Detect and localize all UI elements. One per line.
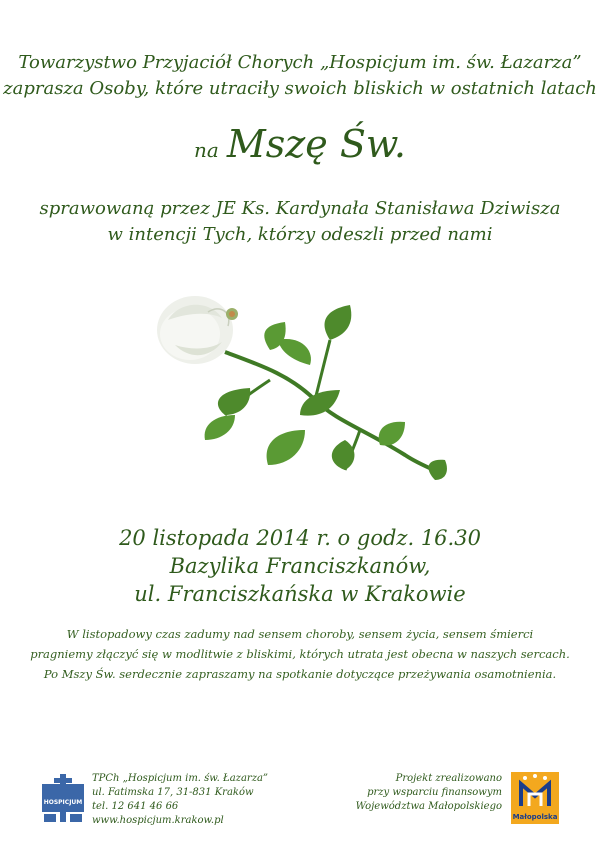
malopolska-emblem-icon bbox=[511, 772, 559, 812]
invitation-paragraph bbox=[0, 624, 600, 684]
intro-line-2: zaprasza Osoby, które utraciły swoich bliskich w ostatnich latach bbox=[3, 78, 597, 99]
org-phone: tel. 12 641 46 66 bbox=[92, 801, 179, 812]
body-line-1: W listopadowy czas zadumy nad sensem choroby, sensem życia, sensem śmierci bbox=[66, 627, 534, 641]
org-name: TPCh „Hospicjum im. św. Łazarza” bbox=[92, 773, 269, 784]
title-main: Mszę Św. bbox=[226, 122, 406, 166]
org-street: ul. Fatimska 17, 31-831 Kraków bbox=[92, 787, 254, 798]
celebrant-line-1: sprawowaną przez JE Ks. Kardynała Stanisława Dziwisza bbox=[39, 198, 561, 219]
intro-line-1: Towarzystwo Przyjaciół Chorych „Hospicjum im. św. Łazarza” bbox=[18, 52, 582, 73]
event-datetime: 20 listopada 2014 r. o godz. 16.30 bbox=[119, 526, 481, 550]
event-address: ul. Franciszkańska w Krakowie bbox=[134, 582, 466, 606]
title-prefix: na bbox=[194, 138, 219, 162]
celebrant-text bbox=[0, 196, 600, 248]
malopolska-label: Małopolska bbox=[512, 813, 558, 821]
intro-text bbox=[0, 50, 600, 102]
funding-line-3: Województwa Małopolskiego bbox=[355, 801, 502, 812]
page-title bbox=[0, 122, 600, 166]
org-website: www.hospicjum.krakow.pl bbox=[92, 815, 224, 826]
funding-line-1: Projekt zrealizowano bbox=[395, 773, 502, 784]
hospicjum-logo bbox=[42, 774, 84, 822]
hospicjum-logo-text: HOSPICJUM bbox=[43, 799, 83, 806]
footer bbox=[0, 770, 600, 830]
white-rose-image bbox=[150, 290, 455, 495]
body-line-2: pragniemy złączyć się w modlitwie z bliskimi, których utrata jest obecna w naszych sercach. bbox=[30, 647, 570, 661]
organization-address bbox=[92, 772, 268, 828]
event-details bbox=[0, 524, 600, 608]
funding-note bbox=[356, 772, 502, 814]
event-venue: Bazylika Franciszkanów, bbox=[169, 554, 431, 578]
funding-line-2: przy wsparciu finansowym bbox=[367, 787, 502, 798]
body-line-3: Po Mszy Św. serdecznie zapraszamy na spotkanie dotyczące przeżywania osamotnienia. bbox=[43, 667, 557, 681]
malopolska-logo bbox=[511, 772, 559, 824]
celebrant-line-2: w intencji Tych, którzy odeszli przed nami bbox=[107, 224, 493, 245]
